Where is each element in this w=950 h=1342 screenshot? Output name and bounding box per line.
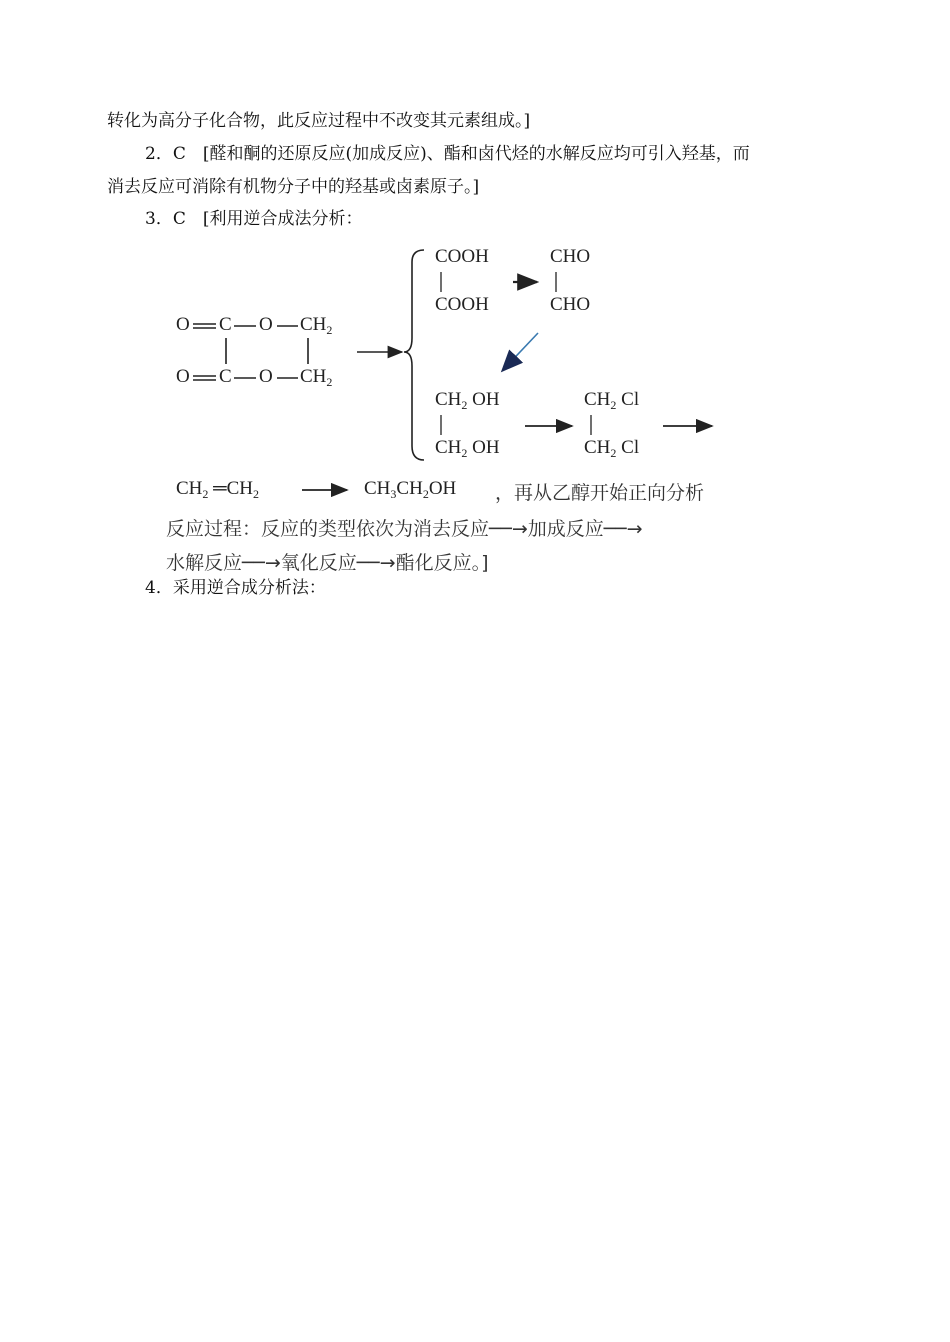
chloride-top: $CH_2$ Cl	[584, 389, 640, 412]
ring-o-bottom: O	[176, 366, 190, 387]
glycol-top: $CH_2$ OH	[435, 389, 500, 412]
reaction-types-line-2: 水解反应──→氧化反应──→酯化反应。]	[166, 552, 489, 574]
answer-2-continuation: 消去反应可消除有机物分子中的羟基或卤素原子。]	[107, 177, 480, 197]
reaction-types-line-1: 反应过程：反应的类型依次为消去反应──→加成反应──→	[166, 518, 643, 540]
answer-3-line: 3．C [利用逆合成法分析：	[145, 209, 363, 229]
ring-c-bottom: C	[219, 366, 232, 387]
ring-c-top: C	[219, 314, 232, 335]
ring-ox-bottom: O	[259, 366, 273, 387]
forward-analysis-text: ，再从乙醇开始正向分析	[495, 482, 705, 504]
curly-brace	[404, 250, 424, 460]
ethanol-formula: $CH_3CH_2OH$	[364, 478, 457, 501]
ethene-formula: $CH_2$ $═CH_2$	[176, 478, 260, 501]
aldehyde-top: CHO	[550, 246, 591, 267]
acid-bottom: COOH	[435, 294, 489, 315]
answer-4-line: 4．采用逆合成分析法：	[145, 578, 326, 598]
ring-ch2-bottom: $CH_2$	[300, 366, 333, 389]
ring-o-top: O	[176, 314, 190, 335]
chloride-bottom: $CH_2$ Cl	[584, 437, 640, 460]
glycol-bottom: $CH_2$ OH	[435, 437, 500, 460]
aldehyde-to-glycol-arrow	[503, 333, 538, 370]
acid-top: COOH	[435, 246, 489, 267]
ring-bonds	[193, 324, 308, 380]
ring-ox-top: O	[259, 314, 273, 335]
answer-2-line: 2．C [醛和酮的还原反应(加成反应)、酯和卤代烃的水解反应均可引入羟基，而	[145, 144, 750, 164]
ring-ch2-top: $CH_2$	[300, 314, 333, 337]
aldehyde-bottom: CHO	[550, 294, 591, 315]
text-line-1: 转化为高分子化合物，此反应过程中不改变其元素组成。]	[107, 111, 531, 131]
